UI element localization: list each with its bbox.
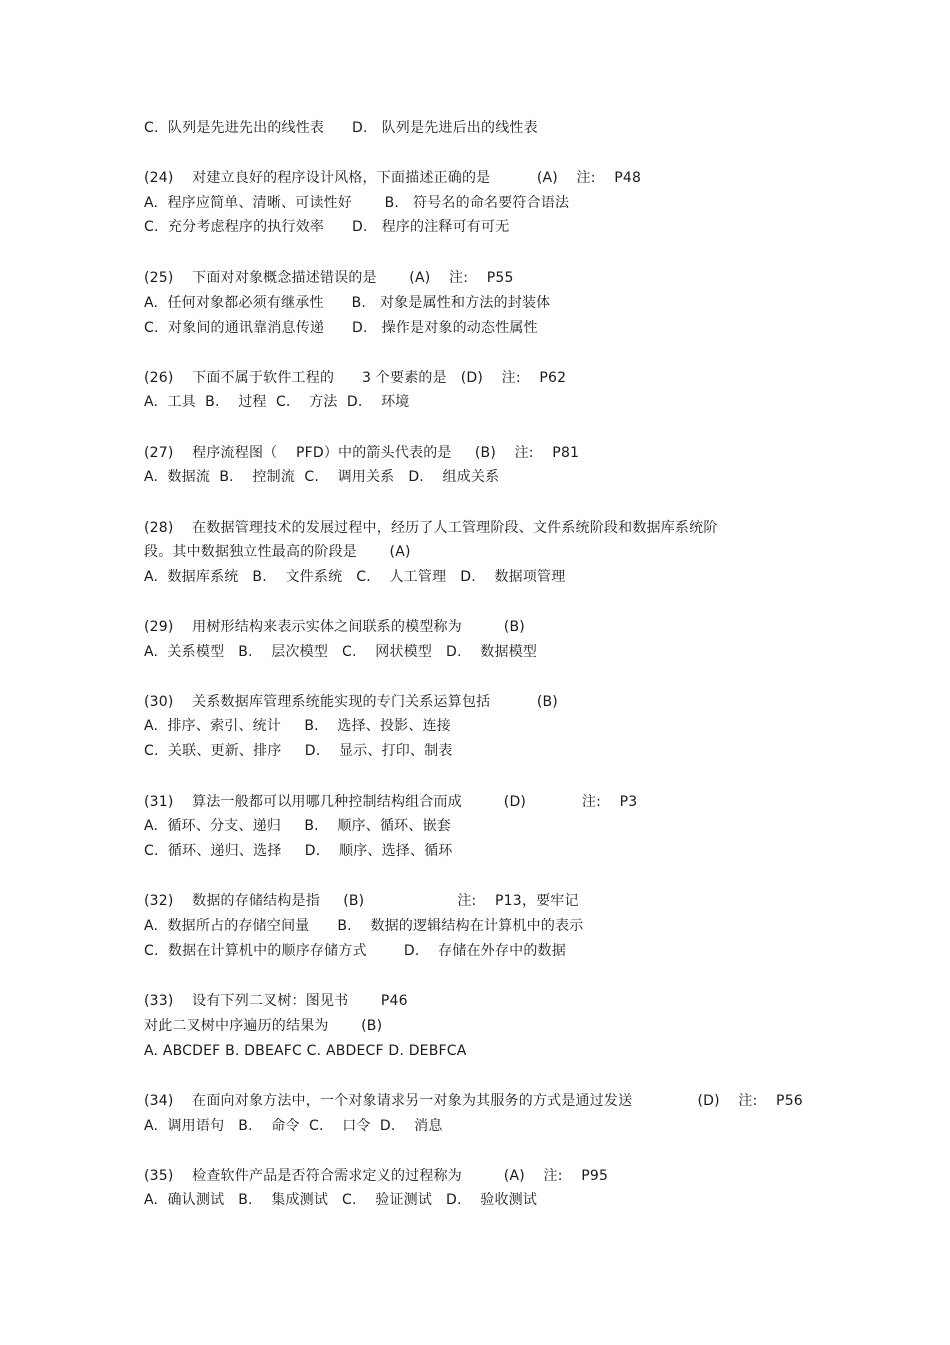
text-line: C. 队列是先进先出的线性表 D. 队列是先进后出的线性表 (144, 120, 538, 136)
answer-options: C. 循环、递归、选择 D. 顺序、选择、循环 (144, 843, 453, 859)
question-stem: (33) 设有下列二叉树：图见书 P46 (144, 993, 408, 1009)
question-stem: (29) 用树形结构来表示实体之间联系的模型称为 (B) (144, 619, 525, 635)
answer-options: A. 程序应简单、清晰、可读性好 B. 符号名的命名要符合语法 (144, 195, 570, 211)
answer-options: A. 工具 B. 过程 C. 方法 D. 环境 (144, 394, 410, 410)
answer-options: A. 排序、索引、统计 B. 选择、投影、连接 (144, 718, 451, 734)
question-stem: 段。其中数据独立性最高的阶段是 (A) (144, 544, 411, 560)
answer-options: A. 数据流 B. 控制流 C. 调用关系 D. 组成关系 (144, 469, 500, 485)
answer-options: C. 充分考虑程序的执行效率 D. 程序的注释可有可无 (144, 219, 510, 235)
answer-options: C. 对象间的通讯靠消息传递 D. 操作是对象的动态性属性 (144, 320, 538, 336)
question-stem: (27) 程序流程图（ PFD）中的箭头代表的是 (B) 注: P81 (144, 445, 580, 461)
answer-options: A. 关系模型 B. 层次模型 C. 网状模型 D. 数据模型 (144, 644, 538, 660)
question-stem: (34) 在面向对象方法中，一个对象请求另一对象为其服务的方式是通过发送 (D) 注: P56 (144, 1093, 803, 1109)
question-stem: (26) 下面不属于软件工程的 3 个要素的是 (D) 注: P62 (144, 370, 567, 386)
answer-options: A. 循环、分支、递归 B. 顺序、循环、嵌套 (144, 818, 451, 834)
answer-options: A. 任何对象都必须有继承性 B. 对象是属性和方法的封装体 (144, 295, 551, 311)
question-stem: (28) 在数据管理技术的发展过程中，经历了人工管理阶段、文件系统阶段和数据库系统阶 (144, 520, 718, 536)
question-stem: (35) 检查软件产品是否符合需求定义的过程称为 (A) 注: P95 (144, 1168, 609, 1184)
question-stem: (30) 关系数据库管理系统能实现的专门关系运算包括 (B) (144, 694, 558, 710)
answer-options: A. ABCDEF B. DBEAFC C. ABDECF D. DEBFCA (144, 1043, 467, 1059)
question-stem: (32) 数据的存储结构是指 (B) 注: P13，要牢记 (144, 893, 579, 909)
question-stem: (24) 对建立良好的程序设计风格，下面描述正确的是 (A) 注: P48 (144, 170, 642, 186)
answer-options: C. 数据在计算机中的顺序存储方式 D. 存储在外存中的数据 (144, 943, 566, 959)
answer-options: C. 关联、更新、排序 D. 显示、打印、制表 (144, 743, 453, 759)
answer-options: A. 数据所占的存储空间量 B. 数据的逻辑结构在计算机中的表示 (144, 918, 584, 934)
answer-options: A. 数据库系统 B. 文件系统 C. 人工管理 D. 数据项管理 (144, 569, 566, 585)
question-stem: (31) 算法一般都可以用哪几种控制结构组合而成 (D) 注: P3 (144, 794, 638, 810)
question-stem: (25) 下面对对象概念描述错误的是 (A) 注: P55 (144, 270, 514, 286)
question-stem: 对此二叉树中序遍历的结果为 (B) (144, 1018, 383, 1034)
answer-options: A. 调用语句 B. 命令 C. 口令 D. 消息 (144, 1118, 443, 1134)
answer-options: A. 确认测试 B. 集成测试 C. 验证测试 D. 验收测试 (144, 1192, 538, 1208)
